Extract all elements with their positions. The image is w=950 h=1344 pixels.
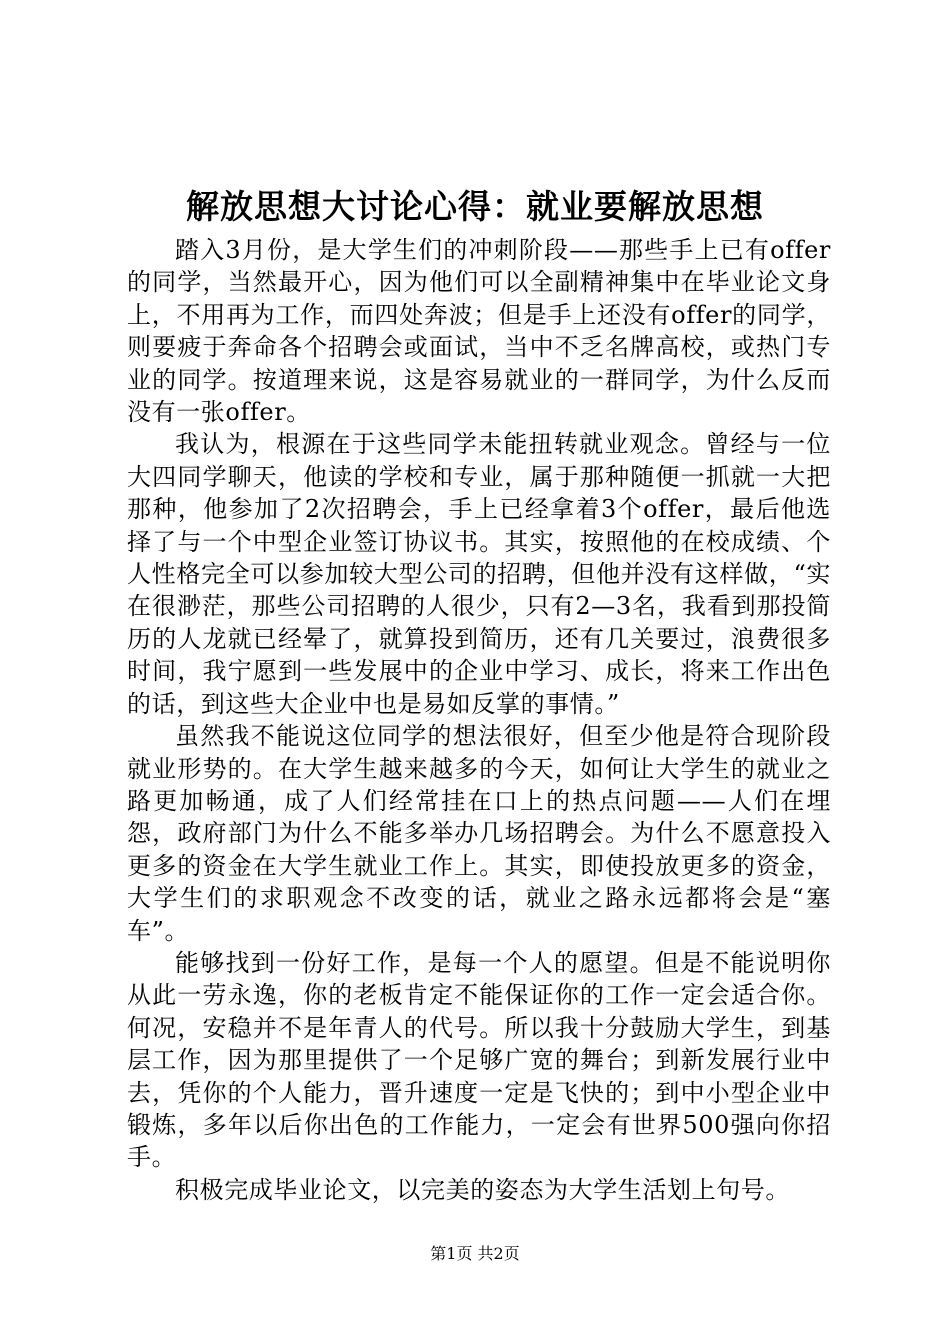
paragraph-4: 能够找到一份好工作，是每一个人的愿望。但是不能说明你从此一劳永逸，你的老板肯定不能保证你的工作一定会适合你。何况，安稳并不是年青人的代号。所以我十分鼓励大学生，到基层工作，因为那里提供了一个足够广宽的舞台；到新发展行业中去，凭你的个人能力，晋升速度一定是飞快的；到中小型企业中锻炼，多年以后你出色的工作能力，一定会有世界500强向你招手。	[127, 948, 831, 1172]
paragraph-1: 踏入3月份，是大学生们的冲刺阶段——那些手上已有offer的同学，当然最开心，因为他们可以全副精神集中在毕业论文身上，不用再为工作，而四处奔波；但是手上还没有offer的同学，则要疲于奔命各个招聘会或面试，当中不乏名牌高校，或热门专业的同学。按道理来说，这是容易就业的一群同学，为什么反而没有一张offer。	[127, 236, 831, 427]
paragraph-3: 虽然我不能说这位同学的想法很好，但至少他是符合现阶段就业形势的。在大学生越来越多的今天，如何让大学生的就业之路更加畅通，成了人们经常挂在口上的热点问题——人们在埋怨，政府部门为什么不能多举办几场招聘会。为什么不愿意投入更多的资金在大学生就业工作上。其实，即使投放更多的资金，大学生们的求职观念不改变的话，就业之路永远都将会是“塞车”。	[127, 722, 831, 945]
document-body	[127, 234, 831, 1206]
document-title: 解放思想大讨论心得：就业要解放思想	[186, 187, 764, 226]
paragraph-2: 我认为，根源在于这些同学未能扭转就业观念。曾经与一位大四同学聊天，他读的学校和专业，属于那种随便一抓就一大把那种，他参加了2次招聘会，手上已经拿着3个offer，最后他选择了与一个中型企业签订协议书。其实，按照他的在校成绩、个人性格完全可以参加较大型公司的招聘，但他并没有这样做，“实在很渺茫，那些公司招聘的人很少，只有2—3名，我看到那投简历的人龙就已经晕了，就算投到简历，还有几关要过，浪费很多时间，我宁愿到一些发展中的企业中学习、成长，将来工作出色的话，到这些大企业中也是易如反掌的事情。”	[127, 430, 831, 718]
paragraph-5: 积极完成毕业论文，以完美的姿态为大学生活划上句号。	[175, 1175, 790, 1204]
page-number-footer: 第1页 共2页	[430, 1244, 520, 1263]
